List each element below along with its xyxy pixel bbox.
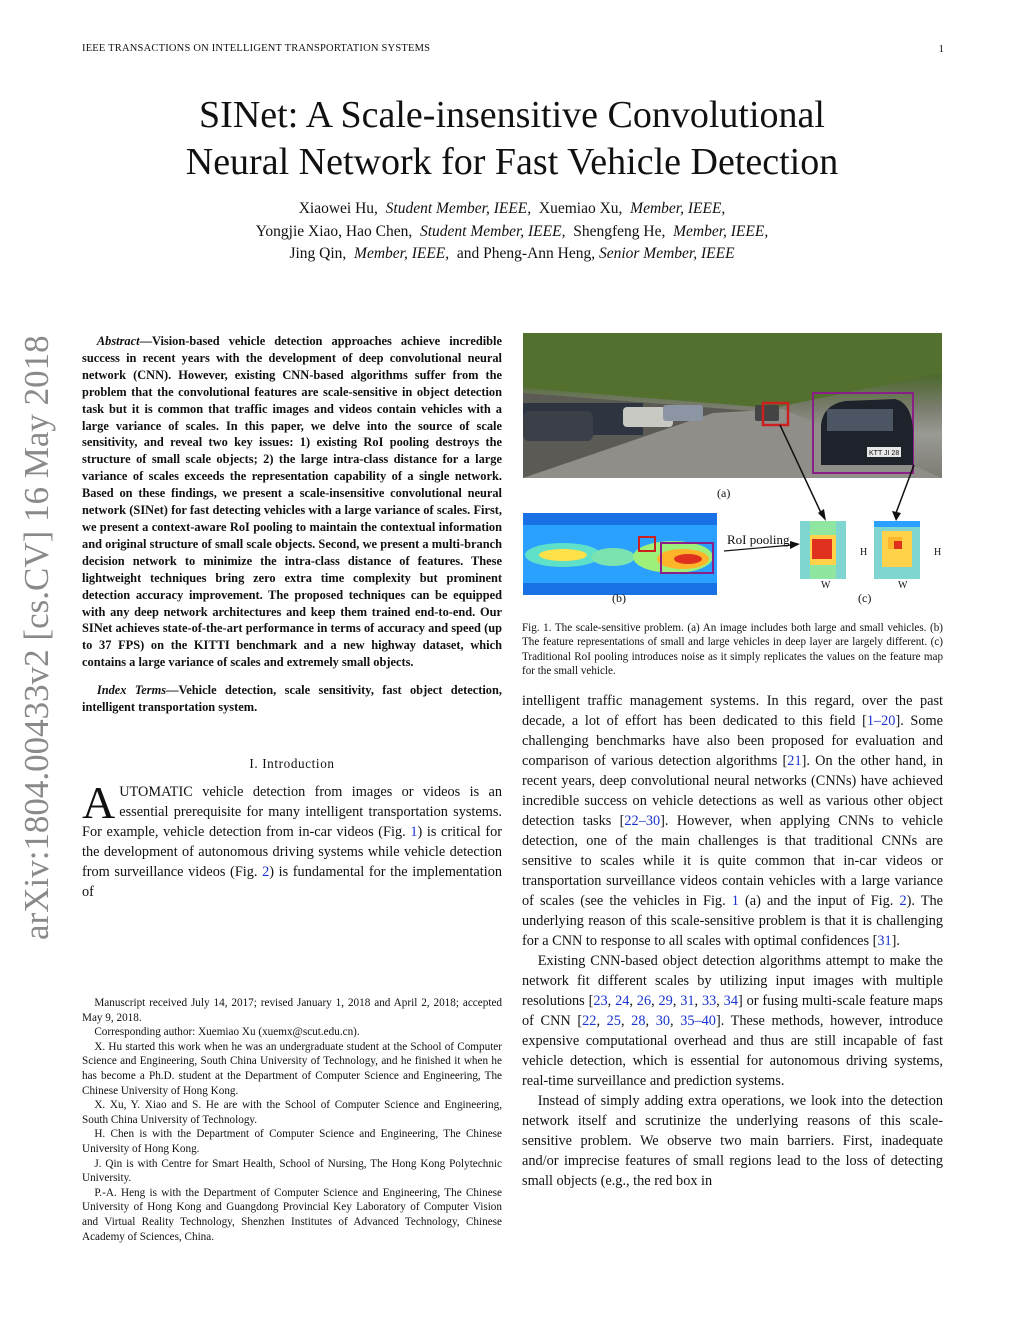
footnote: J. Qin is with Centre for Smart Health, School of Nursing, The Hong Kong Polytechnic University. [82,1157,502,1185]
intro-text: ) is critical for the development of autonomous driving systems while vehicle detection from surveillance videos (Fig. [82,823,502,880]
citation-link[interactable]: 31 [877,932,892,949]
footnote: X. Hu started this work when he was an undergraduate student at the School of Computer Science and Engineering, South China University of Technology, and he finished it when he has become a Ph.D. student at the Department of Computer Science and Engineering, The Chinese University of Hong Kong. [82,1040,502,1097]
index-terms-label: Index Terms [96,683,167,698]
figure-1 [522,333,943,613]
citation-link[interactable]: 29 [658,992,673,1009]
body-text: ]. On the other hand, in recent years, deep convolutional neural networks (CNNs) have achieved incredible success on vehicle detections as well as various other object detection tasks [ [522,752,943,829]
body-paragraph: Existing CNN-based object detection algorithms attempt to make the network fit different scales by utilizing input images with multiple resolutions [23, 24, 26, 29, 31, 33, 34] or fusing multi-scale feature maps of CNN [22, 25, 28, 30, 35–40]. These methods, however, introduce expensive computational overhead and thus are still incapable of fast vehicle detection, which is essential for autonomous driving systems, real-time surveillance and prediction systems. [522,952,943,1089]
citation-link[interactable]: 31 [680,992,695,1009]
author-name: and Pheng-Ann Heng, [456,245,596,262]
body-text: (a) and the input of Fig. [738,892,900,909]
body-text: ). The underlying reason of this scale-sensitive problem is that it is challenging for a CNN to response to all scales with optimal confidences [ [522,892,943,949]
body-text: ]. These methods, however, introduce expensive computational overhead and thus are still incapable of fast vehicle detection, which is essential for autonomous driving systems, real-time surveillance and prediction systems. [522,1012,943,1089]
citation-link[interactable]: 40 [701,1012,716,1029]
left-column [82,333,502,902]
citation-link[interactable]: 22 [624,812,639,829]
citation-link[interactable]: 33 [701,992,717,1009]
figure-caption: Fig. 1. The scale-sensitive problem. (a) An image includes both large and small vehicles. (b) The feature representations of small and large vehicles in deep layer are largely different. (c) Traditional RoI pooling introduces noise as it simply replicates the values on the feature map for the small vehicle. [522,622,943,678]
citation-link[interactable]: 30 [645,812,661,829]
body-text: ]. Some challenging benchmarks have also been proposed for evaluation and comparison of various detection algorithms [ [522,712,943,769]
label-b: (b) [612,591,626,605]
paper-title [0,92,1024,186]
body-text: ]. [891,932,900,949]
author-list [0,198,1024,266]
author-name: Shengfeng He, [573,222,666,240]
figure-ref-link[interactable]: 1 [731,892,739,909]
axis-w-label: W [898,580,908,591]
citation-link[interactable]: 35 [680,1012,695,1029]
body-text: intelligent traffic management systems. In this regard, over the past decade, a lot of effort has been dedicated to this field [ [522,692,943,729]
title-line-2: Neural Network for Fast Vehicle Detection [185,141,839,183]
author-name: Yongjie Xiao, Hao Chen, [255,222,413,240]
author-role: Senior Member, IEEE [598,245,735,262]
running-head: IEEE TRANSACTIONS ON INTELLIGENT TRANSPORTATION SYSTEMS [82,43,431,54]
index-terms [82,682,502,716]
citation-link[interactable]: 30 [655,1012,670,1029]
label-a: (a) [717,486,731,500]
footnote: H. Chen is with the Department of Computer Science and Engineering, The Chinese University of Hong Kong. [82,1128,502,1155]
footnotes [82,996,502,1244]
author-role: Member, IEEE, [354,245,450,262]
drop-cap: A [82,776,116,828]
intro-text: ) is fundamental for the implementation of [82,863,502,900]
author-line-1 [0,198,1024,221]
page-number: 1 [938,43,944,55]
citation-dash: – [638,812,646,829]
citation-dash: – [873,712,882,729]
citation-link[interactable]: 20 [881,712,896,729]
footnote: Corresponding author: Xuemiao Xu (xuemx@scut.edu.cn). [94,1026,360,1039]
axis-w-label: W [821,580,831,591]
body-text: ]. However, when applying CNNs to vehicle detection, one of the main challenges is that traditional CNNs are sensitive to scales while it is quite common that in-car videos or transportation surveillance videos contain vehicles with a large variance of scales (see the vehicles in Fig. [522,812,943,909]
index-terms-text: —Vehicle detection, scale sensitivity, fast object detection, intelligent transportation system. [82,683,502,715]
author-role: Member, IEEE, [673,222,769,240]
title-line-1: SINet: A Scale-insensitive Convolutional [199,94,825,136]
citation-link[interactable]: 21 [787,752,802,769]
pooled-large-illustration [874,521,920,579]
body-paragraph: Instead of simply adding extra operations, we look into the detection network itself and scrutinize the underlying reasons of this scale-sensitive problem. We observe two main barriers. First, inadequate and/or imprecise features of small regions lead to the loss of detecting small objects (e.g., the red box in [522,1092,943,1189]
author-role: Member, IEEE, [630,200,726,217]
figure-ref-link[interactable]: 1 [410,823,418,840]
axis-h-label: H [860,547,868,558]
citation-link[interactable]: 28 [631,1012,646,1029]
intro-text: UTOMATIC vehicle detection from images or videos is an essential prerequisite for many intelligent transportation systems. For example, vehicle detection from in-car videos (Fig. [82,783,502,840]
pooled-feature-small [800,521,846,579]
abstract-label: Abstract [96,334,140,348]
body-text: ] or fusing multi-scale feature maps of CNN [ [522,992,943,1029]
figure-ref-link[interactable]: 2 [899,892,907,909]
citation-link[interactable]: 1 [866,712,874,729]
citation-link[interactable]: 22 [582,1012,597,1029]
citation-link[interactable]: 26 [636,992,652,1009]
intro-paragraph [82,776,502,902]
figure-ref-link[interactable]: 2 [262,863,270,880]
author-name: Xuemiao Xu, [538,200,623,217]
citation-link[interactable]: 24 [615,992,630,1009]
footnote: Manuscript received July 14, 2017; revised January 1, 2018 and April 2, 2018; accepted May 9, 2018. [82,997,502,1024]
author-name: Jing Qin, [289,245,347,262]
citation-link[interactable]: 34 [723,992,738,1009]
pooled-small-illustration [800,521,846,579]
roi-pooling-label: RoI pooling [727,532,790,547]
author-line-2 [0,221,1024,244]
axis-h-label: H [934,547,942,558]
citation-link[interactable]: 23 [593,992,608,1009]
arxiv-identifier: arXiv:1804.00433v2 [cs.CV] 16 May 2018 [17,335,56,940]
footnote: P.-A. Heng is with the Department of Computer Science and Engineering, The Chinese University of Hong Kong and Guangdong Provincial Key Laboratory of Computer Vision and Virtual Reality Technology, Shenzhen Institutes of Advanced Technology, Chinese Academy of Sciences, China. [82,1186,502,1243]
section-heading: I. Introduction [249,755,335,771]
author-role: Student Member, IEEE, [419,222,566,240]
author-name: Xiaowei Hu, [298,200,378,217]
body-paragraph [522,691,943,951]
citation-link[interactable]: 25 [606,1012,621,1029]
body-text: Existing CNN-based object detection algorithms attempt to make the network fit different scales by utilizing input images with multiple resolutions [ [522,952,943,1009]
footnote: X. Xu, Y. Xiao and S. He are with the School of Computer Science and Engineering, South China University of Technology. [82,1099,502,1126]
label-c: (c) [858,591,872,605]
license-plate: KTT JI 28 [869,450,900,457]
abstract [82,333,502,671]
author-line-3 [0,243,1024,266]
author-role: Student Member, IEEE, [385,200,532,217]
citation-dash: – [694,1012,702,1029]
pooled-feature-large [874,521,920,579]
abstract-text: —Vision-based vehicle detection approaches achieve incredible success in recent years with the development of deep convolutional neural network (CNN). However, existing CNN-based algorithms suffer from the problem that the convolutional features are scale-sensitive in object detection task but it is common that traffic images and videos contain vehicles with a large variance of scales. In this paper, we delve into the source of scale sensitivity, and reveal two key issues: 1) existing RoI pooling destroys the structure of small scale objects; 2) the large intra-class distance for a large variance of scales exceeds the representation capability of a single network. Based on these findings, we present a scale-insensitive convolutional neural network (SINet) for fast detecting vehicles with a large variance of scales. First, we present a context-aware RoI pooling to maintain the contextual information and original structure of small scale objects. Second, we present a multi-branch decision network to minimize the intra-class distance of features. These lightweight techniques bring zero extra time complexity but prominent detection accuracy improvement. The proposed techniques can be equipped with any deep network architectures and keep them trained end-to-end. Our SINet achieves state-of-the-art performance in terms of accuracy and speed (up to 37 FPS) on the KITTI benchmark and a new highway dataset, which contains a large variance of scales and extremely small objects. [82,334,502,670]
right-column [522,333,943,1191]
